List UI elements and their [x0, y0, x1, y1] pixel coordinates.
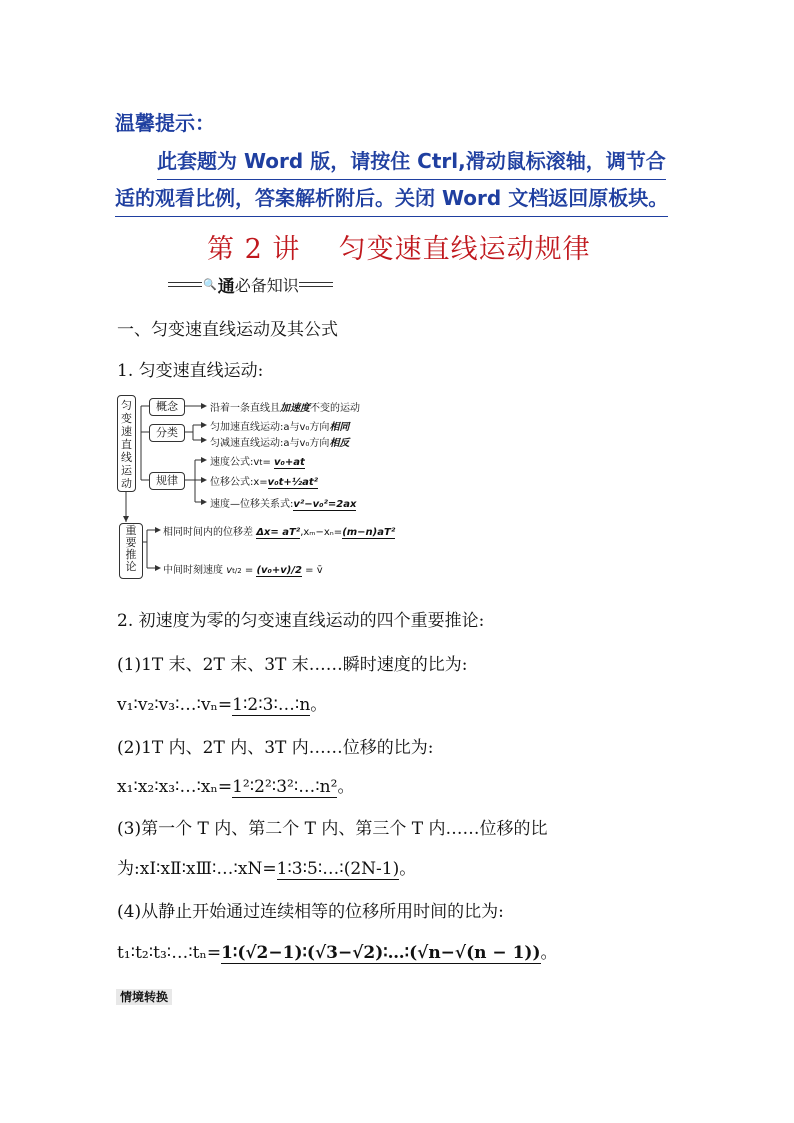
- hint-title: 温馨提示：: [115, 111, 215, 135]
- diagram-concept-text: [210, 399, 360, 414]
- scene-tag-label: 情境转换: [116, 989, 172, 1005]
- cat2-a: 匀减速直线运动:a与v₀方向: [210, 438, 330, 449]
- item-2-formula: [117, 772, 354, 797]
- law3-b: v²−v₀²=2ax: [293, 499, 357, 510]
- item-3-formula: [117, 854, 416, 879]
- diagram-concept-box: 概念: [149, 398, 185, 416]
- item-3-lhs: 为:xⅠ∶xⅡ∶xⅢ∶…∶xN=: [117, 859, 277, 879]
- heading-3: 2. 初速度为零的匀变速直线运动的四个重要推论:: [117, 611, 485, 631]
- inf2-d: (v₀+v)/2: [256, 565, 302, 576]
- concept-text-a: 沿着一条直线且: [210, 403, 280, 414]
- cat1-a: 匀加速直线运动:a与v₀方向: [210, 422, 330, 433]
- item-1: (1)1T 末、2T 末、3T 末……瞬时速度的比为:: [117, 655, 468, 675]
- section-banner-label: 必备知识: [234, 275, 299, 295]
- diagram-law2: [210, 473, 318, 488]
- law1-b: v₀+at: [274, 457, 305, 468]
- concept-text-b: 加速度: [280, 403, 310, 414]
- inf1-c: ,xₘ−xₙ=: [300, 527, 343, 538]
- law3-a: 速度—位移关系式:: [210, 499, 294, 510]
- item-4-answer: 1∶(√2−1)∶(√3−√2)∶…∶(√n−√(n − 1)): [221, 943, 541, 963]
- page-title: 第 2 讲 匀变速直线运动规律: [207, 234, 591, 265]
- item-3-answer: 1∶3∶5∶…∶(2N-1): [276, 859, 400, 879]
- inference-label: 重要推论: [125, 524, 137, 573]
- law2-a: 位移公式:x=: [210, 477, 268, 488]
- heading-2: 1. 匀变速直线运动:: [117, 361, 264, 381]
- diagram-law-box: 规律: [149, 472, 185, 490]
- diagram-law1: 速度公式:vt= v₀+at: [210, 457, 305, 468]
- law2-b: v₀t+½at²: [267, 477, 318, 488]
- diagram-inf2: 中间时刻速度 vt/2 = (v₀+v)/2 = v̄: [163, 565, 323, 576]
- section-banner: [168, 272, 333, 296]
- diagram-root-label: 匀变速直线运动: [121, 399, 132, 490]
- heading-1: 一、匀变速直线运动及其公式: [117, 320, 338, 340]
- law1-a: 速度公式:v: [210, 457, 260, 468]
- hint-line-2: 适的观看比例，答案解析附后。关闭 Word 文档返回原板块。: [115, 180, 668, 217]
- item-2-lhs: x₁∶x₂∶x₃∶…∶xₙ=: [117, 777, 233, 797]
- item-4-lhs: t₁∶t₂∶t₃∶…∶tₙ=: [117, 943, 222, 963]
- item-1-lhs: v₁∶v₂∶v₃∶…∶vₙ=: [117, 695, 233, 715]
- item-1-formula: [117, 690, 327, 715]
- item-3: (3)第一个 T 内、第二个 T 内、第三个 T 内……位移的比: [117, 819, 548, 839]
- diagram-cat2: [210, 434, 349, 449]
- magnifier-icon: 🔍: [203, 277, 217, 291]
- inf2-e: = v̄: [305, 565, 323, 576]
- inf1-b: Δx= aT²: [256, 527, 301, 538]
- diagram-inference-box: [119, 523, 143, 579]
- section-icon: 通: [217, 276, 235, 297]
- cat1-b: 相同: [329, 422, 350, 433]
- concept-text-c: 不变的运动: [310, 403, 360, 414]
- cat2-b: 相反: [329, 438, 350, 449]
- diagram-root: [117, 395, 136, 492]
- inf2-a: 中间时刻速度: [163, 565, 223, 576]
- item-2-answer: 1²∶2²∶3²∶…∶n²: [232, 777, 338, 797]
- hint-body: [115, 143, 705, 217]
- item-2: (2)1T 内、2T 内、3T 内……位移的比为:: [117, 738, 434, 758]
- diagram-inf1: [163, 523, 395, 538]
- scene-tag: [116, 986, 172, 1005]
- item-3-end: 。: [399, 859, 417, 879]
- inf2-c: =: [244, 565, 254, 576]
- inf2-b: v: [226, 565, 233, 576]
- concept-diagram: [117, 392, 396, 582]
- diagram-category-box: 分类: [149, 424, 185, 442]
- diagram-law3: [210, 495, 356, 510]
- item-4: (4)从静止开始通过连续相等的位移所用时间的比为:: [117, 902, 504, 922]
- inf1-a: 相同时间内的位移差: [163, 527, 253, 538]
- item-4-formula: [117, 938, 558, 963]
- banner-rule-right: [299, 282, 333, 287]
- item-2-end: 。: [337, 777, 355, 797]
- inf1-d: (m−n)aT²: [342, 527, 396, 538]
- diagram-cat1: [210, 418, 349, 433]
- item-1-answer: 1∶2∶3∶…∶n: [232, 695, 311, 715]
- item-4-end: 。: [540, 943, 558, 963]
- hint-line-1: 此套题为 Word 版，请按住 Ctrl,滑动鼠标滚轴，调节合: [157, 143, 666, 180]
- item-1-end: 。: [310, 695, 328, 715]
- banner-rule-left: [168, 282, 202, 287]
